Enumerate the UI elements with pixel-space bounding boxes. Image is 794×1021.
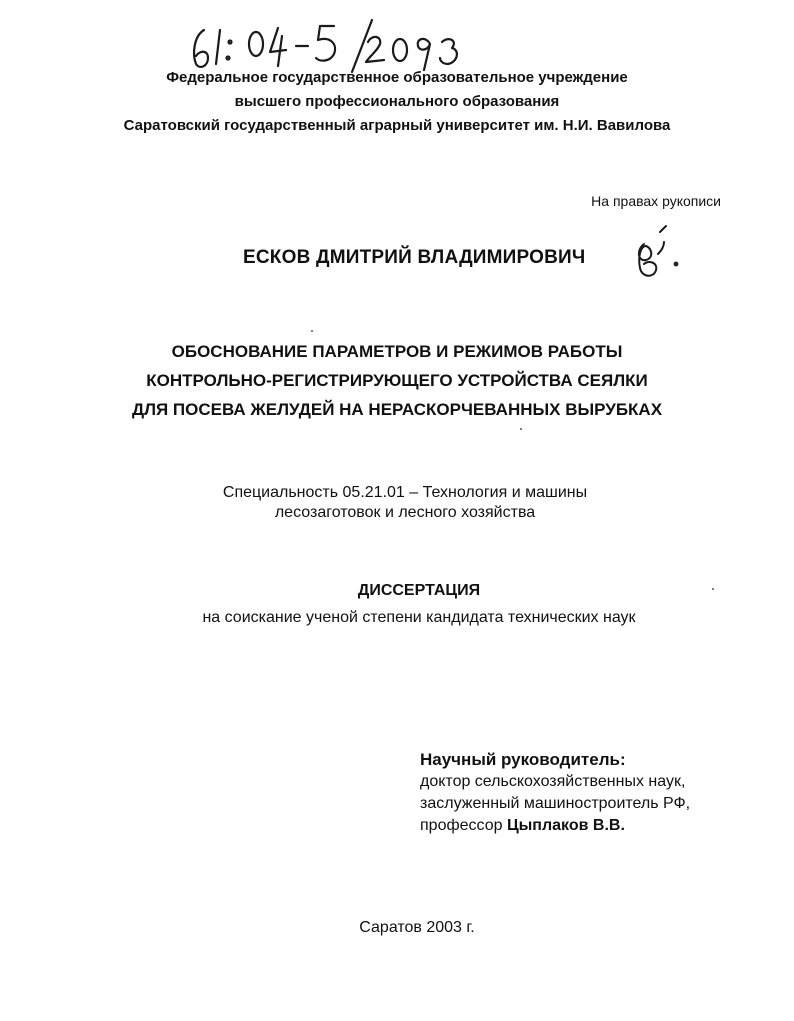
advisor-degree: доктор сельскохозяйственных наук, <box>420 773 686 790</box>
scientific-advisor-block <box>420 749 690 837</box>
advisor-honorary-title: заслуженный машиностроитель РФ, <box>420 795 691 812</box>
advisor-rank: профессор <box>420 817 507 834</box>
scan-speck <box>311 330 313 332</box>
handwritten-catalog-code <box>186 14 486 74</box>
scan-speck <box>520 428 522 430</box>
advisor-position-line <box>420 815 690 837</box>
institution-line-2: высшего профессионального образования <box>234 93 560 110</box>
specialty-line-1: Специальность 05.21.01 – Технология и машины <box>222 484 588 501</box>
institution-line-3: Саратовский государственный аграрный университет им. Н.И. Вавилова <box>123 117 671 134</box>
manuscript-rights-note: На правах рукописи <box>591 193 721 209</box>
dissertation-subheading: на соискание ученой степени кандидата технических наук <box>202 609 636 626</box>
signature-mark <box>630 224 682 282</box>
thesis-title-line-2: КОНТРОЛЬНО-РЕГИСТРИРУЮЩЕГО УСТРОЙСТВА СЕЯЛКИ <box>146 371 648 390</box>
thesis-title-line-3: ДЛЯ ПОСЕВА ЖЕЛУДЕЙ НА НЕРАСКОРЧЕВАННЫХ ВЫРУБКАХ <box>131 400 663 419</box>
institution-line-1: Федеральное государственное образовательное учреждение <box>166 69 628 86</box>
author-name: ЕСКОВ ДМИТРИЙ ВЛАДИМИРОВИЧ <box>243 247 586 268</box>
thesis-title-line-1: ОБОСНОВАНИЕ ПАРАМЕТРОВ И РЕЖИМОВ РАБОТЫ <box>171 342 623 361</box>
dissertation-heading: ДИССЕРТАЦИЯ <box>357 582 481 599</box>
city-and-year: Саратов 2003 г. <box>359 919 475 936</box>
scan-speck <box>712 588 714 590</box>
specialty-line-2: лесозаготовок и лесного хозяйства <box>274 504 536 521</box>
advisor-heading: Научный руководитель: <box>420 750 626 769</box>
advisor-name: Цыплаков В.В. <box>506 817 625 834</box>
